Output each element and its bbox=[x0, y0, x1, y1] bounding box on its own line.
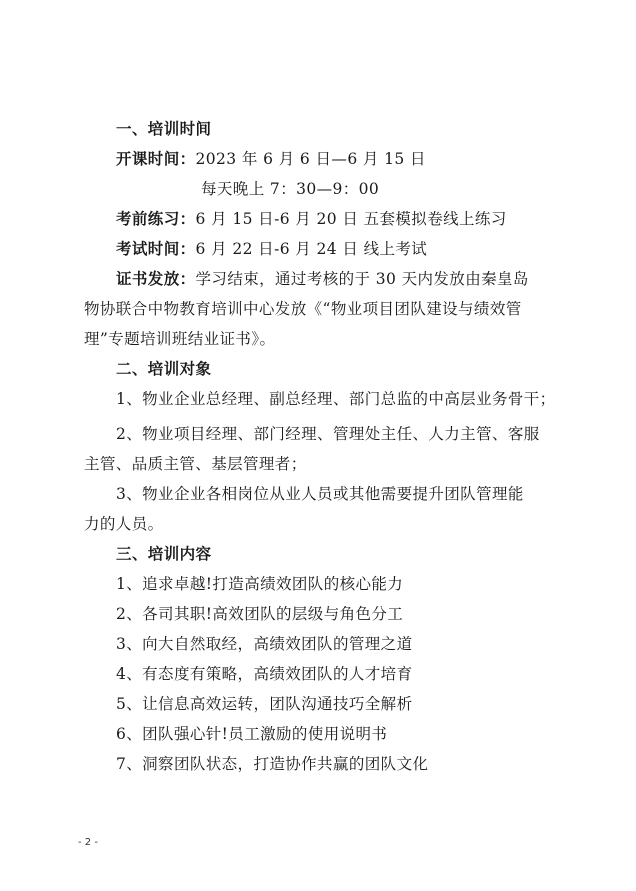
section-2-heading: 二、培训对象 bbox=[116, 360, 212, 378]
target-item-3: 3、物业企业各相岗位从业人员或其他需要提升团队管理能 bbox=[116, 485, 524, 503]
section-3-heading: 三、培训内容 bbox=[116, 545, 212, 563]
content-item: 3、向大自然取经，高绩效团队的管理之道 bbox=[116, 635, 413, 653]
course-time-line bbox=[116, 144, 616, 174]
exam-time-line bbox=[116, 234, 616, 264]
content-item: 5、让信息高效运转，团队沟通技巧全解析 bbox=[116, 695, 413, 713]
certificate-text-1: 学习结束，通过考核的于 30 天内发放由秦皇岛 bbox=[195, 270, 529, 288]
exam-label: 考试时间： bbox=[116, 240, 196, 258]
course-time-label: 开课时间： bbox=[116, 150, 196, 168]
content-item: 7、洞察团队状态，打造协作共赢的团队文化 bbox=[116, 755, 429, 773]
content-item: 1、追求卓越!打造高绩效团队的核心能力 bbox=[116, 575, 404, 593]
course-daily-time: 每天晚上 7：30—9：00 bbox=[201, 180, 380, 198]
target-item-3-cont: 力的人员。 bbox=[84, 515, 164, 533]
section-1-heading: 一、培训时间 bbox=[116, 120, 212, 138]
course-time-value: 2023 年 6 月 6 日—6 月 15 日 bbox=[195, 150, 426, 168]
practice-label: 考前练习： bbox=[116, 210, 196, 228]
target-item-2: 2、物业项目经理、部门经理、管理处主任、人力主管、客服 bbox=[116, 425, 540, 443]
certificate-text-2: 物协联合中物教育培训中心发放《“物业项目团队建设与绩效管 bbox=[84, 300, 522, 318]
certificate-line bbox=[116, 264, 616, 294]
target-item-1: 1、物业企业总经理、副总经理、部门总监的中高层业务骨干； bbox=[116, 390, 556, 408]
certificate-label: 证书发放： bbox=[116, 270, 196, 288]
practice-time-line bbox=[116, 204, 616, 234]
target-item-2-cont: 主管、品质主管、基层管理者； bbox=[84, 455, 307, 473]
certificate-text-3: 理”专题培训班结业证书》。 bbox=[84, 330, 276, 348]
content-item: 4、有态度有策略，高绩效团队的人才培育 bbox=[116, 665, 413, 683]
content-item: 6、团队强心针!员工激励的使用说明书 bbox=[116, 725, 388, 743]
exam-value: 6 月 22 日-6 月 24 日 线上考试 bbox=[195, 240, 428, 258]
content-item: 2、各司其职!高效团队的层级与角色分工 bbox=[116, 605, 404, 623]
page-number: - 2 - bbox=[78, 837, 98, 848]
practice-value: 6 月 15 日-6 月 20 日 五套模拟卷线上练习 bbox=[195, 210, 507, 228]
